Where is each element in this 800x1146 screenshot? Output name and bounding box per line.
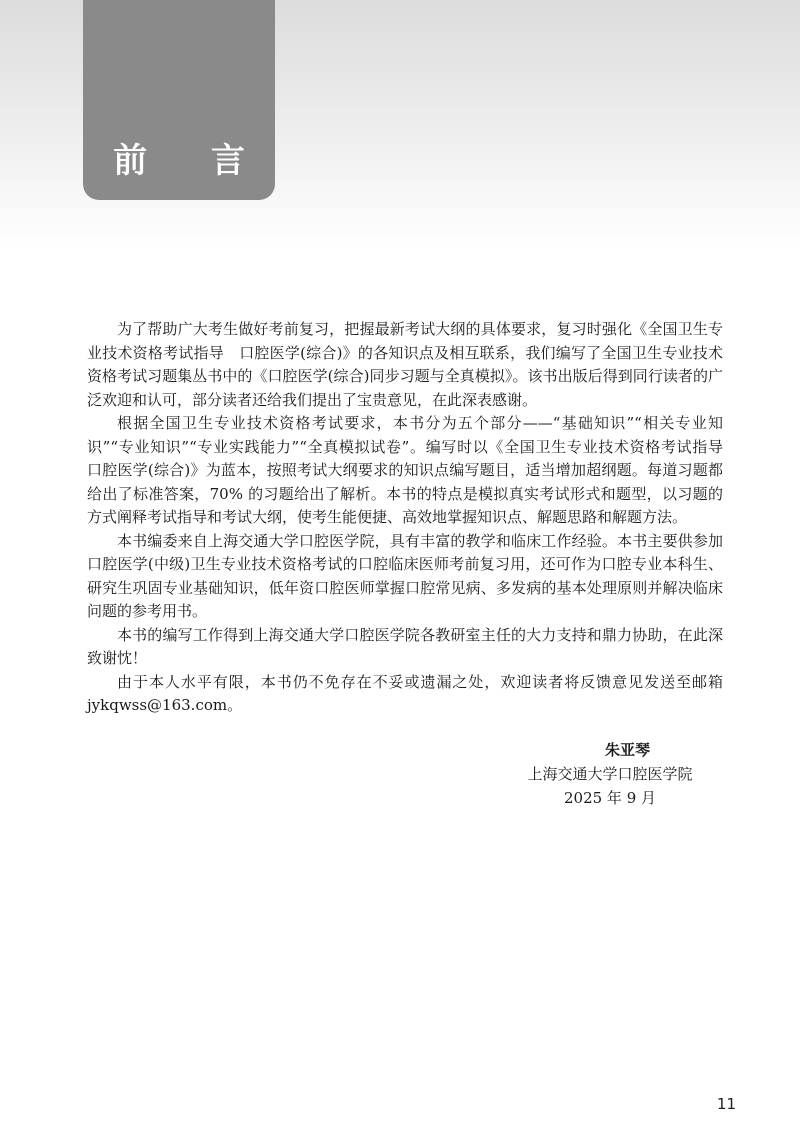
chapter-title-tab bbox=[83, 0, 275, 200]
paragraph-3: 本书编委来自上海交通大学口腔医学院，具有丰富的教学和临床工作经验。本书主要供参加口腔医学(中级)卫生专业技术资格考试的口腔临床医师考前复习用，还可作为口腔专业本科生、研究生巩固专业基础知识，低年资口腔医师掌握口腔常见病、多发病的基本处理原则并解决临床问题的参考用书。 bbox=[87, 531, 723, 620]
author-name: 朱亚琴 bbox=[605, 741, 651, 759]
signature-date: 2025 年 9 月 bbox=[563, 789, 657, 807]
paragraph-2: 根据全国卫生专业技术资格考试要求，本书分为五个部分——“基础知识”“相关专业知识”“专业知识”“专业实践能力”“全真模拟试卷”。编写时以《全国卫生专业技术资格考试指导 口腔医学(综合)》为蓝本，按照考试大纲要求的知识点编写题目，适当增加超纲题。每道习题都给出了标准答案，70% 的习题给出了解析。本书的特点是模拟真实考试形式和题型，以习题的方式阐释考试指导和考试大纲，使考生能便捷、高效地掌握知识点、解题思路和解题方法。 bbox=[87, 414, 739, 526]
signature-block bbox=[510, 738, 710, 810]
preface-body bbox=[87, 318, 739, 718]
author-affiliation: 上海交通大学口腔医学院 bbox=[527, 765, 693, 783]
paragraph-1: 为了帮助广大考生做好考前复习，把握最新考试大纲的具体要求，复习时强化《全国卫生专业技术资格考试指导 口腔医学(综合)》的各知识点及相互联系，我们编写了全国卫生专业技术资格考试习题集丛书中的《口腔医学(综合)同步习题与全真模拟》。该书出版后得到同行读者的广泛欢迎和认可，部分读者还给我们提出了宝贵意见，在此深表感谢。 bbox=[87, 320, 723, 409]
paragraph-4: 本书的编写工作得到上海交通大学口腔医学院各教研室主任的大力支持和鼎力协助，在此深致谢忱！ bbox=[87, 625, 723, 667]
page-number: 11 bbox=[716, 1095, 736, 1113]
paragraph-5: 由于本人水平有限，本书仍不免存在不妥或遗漏之处，欢迎读者将反馈意见发送至邮箱 jykqwss@163.com。 bbox=[87, 672, 723, 714]
page-title: 前 言 bbox=[113, 141, 271, 181]
